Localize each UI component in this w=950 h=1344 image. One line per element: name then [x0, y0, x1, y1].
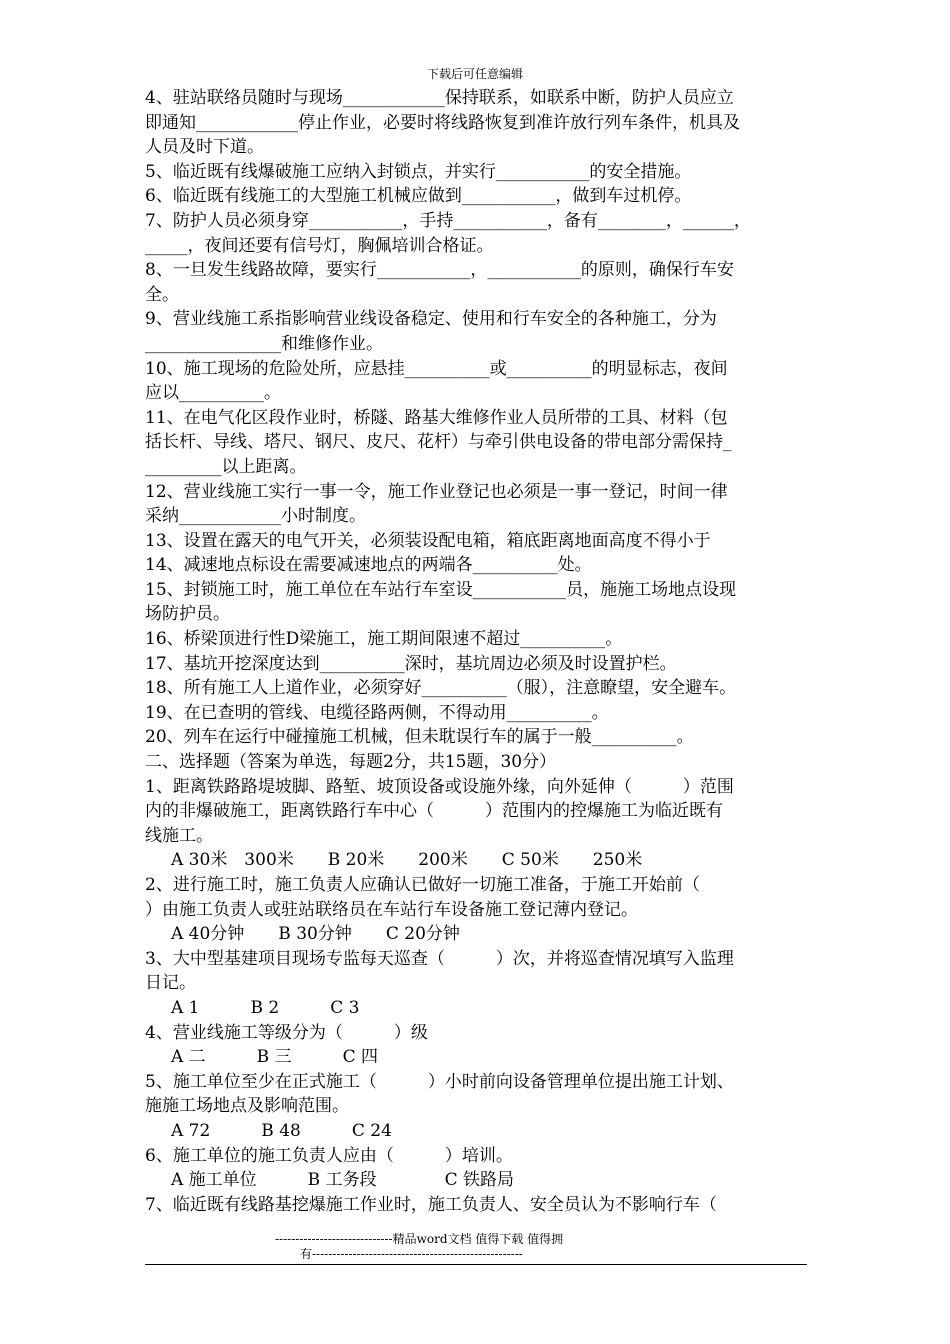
page-header: 下载后可任意编辑 — [426, 67, 523, 81]
footer-line: 有---------------------------------------------------- — [300, 1247, 523, 1261]
text-line: 20、列车在运行中碰撞施工机械，但未耽误行车的属于一般__________。 — [145, 727, 694, 748]
text-line: 4、营业线施工等级分为（ ）级 — [145, 1022, 428, 1043]
text-line: 9、营业线施工系指影响营业线设备稳定、使用和行车安全的各种施工，分为 — [145, 309, 717, 330]
text-line: 15、封锁施工时，施工单位在车站行车室设___________员，施施工场地点设现 — [145, 579, 737, 600]
text-line: 4、驻站联络员随时与现场____________保持联系，如联系中断，防护人员应立 — [145, 88, 734, 108]
text-line: 施施工场地点及影响范围。 — [145, 1096, 349, 1117]
text-line: 5、施工单位至少在正式施工（ ）小时前向设备管理单位提出施工计划、 — [145, 1071, 734, 1092]
footer-line: -----------------------------精品word文档 值得下载 值得拥 — [275, 1232, 564, 1246]
text-line: 14、减速地点标设在需要减速地点的两端各__________处。 — [145, 555, 592, 576]
text-line: 5、临近既有线爆破施工应纳入封锁点，并实行___________的安全措施。 — [145, 161, 692, 182]
text-line: 2、进行施工时，施工负责人应确认已做好一切施工准备，于施工开始前（ — [145, 875, 700, 895]
text-line: 应以__________。 — [145, 383, 281, 404]
text-line: _____，夜间还要有信号灯，胸佩培训合格证。 — [145, 235, 494, 256]
text-line: 1、距离铁路路堤坡脚、路堑、坡顶设备或设施外缘，向外延伸（ ）范围 — [145, 776, 734, 797]
answer-options: A 40分钟 B 30分钟 C 20分钟 — [171, 924, 460, 945]
text-line: 6、施工单位的施工负责人应由（ ）培训。 — [145, 1145, 513, 1166]
footer-divider — [145, 1264, 807, 1265]
text-line: 采纳____________小时制度。 — [145, 506, 366, 527]
text-line: 场防护员。 — [145, 604, 230, 625]
text-line: ________________和维修作业。 — [145, 333, 383, 354]
text-line: 内的非爆破施工，距离铁路行车中心（ ）范围内的控爆施工为临近既有 — [145, 801, 723, 822]
answer-options: A 30米 300米 B 20米 200米 C 50米 250米 — [171, 850, 643, 871]
text-line: 括长杆、导线、塔尺、钢尺、皮尺、花杆）与牵引供电设备的带电部分需保持_ — [145, 432, 732, 453]
text-line: 16、桥梁顶进行性D梁施工，施工期间限速不超过__________。 — [145, 629, 623, 650]
text-line: _________以上距离。 — [145, 456, 307, 477]
text-line: ）由施工负责人或驻站联络员在车站行车设备施工登记薄内登记。 — [145, 899, 638, 920]
page-footer — [145, 1232, 807, 1265]
text-line: 8、一旦发生线路故障，要实行___________，___________的原则，确保行车安 — [145, 260, 734, 281]
answer-options: A 二 B 三 C 四 — [171, 1047, 378, 1068]
answer-options: A 1 B 2 C 3 — [171, 997, 360, 1018]
text-line: 3、大中型基建项目现场专监每天巡查（ ）次，并将巡查情况填写入监理 — [145, 948, 734, 969]
text-line: 13、设置在露天的电气开关，必须装设配电箱，箱底距离地面高度不得小于 — [145, 530, 711, 551]
text-line: 12、营业线施工实行一事一令，施工作业登记也必须是一事一登记，时间一律 — [145, 481, 728, 502]
text-line: 17、基坑开挖深度达到__________深时，基坑周边必须及时设置护栏。 — [145, 653, 677, 674]
text-line: 即通知____________停止作业，必要时将线路恢复到准许放行列车条件，机具及 — [145, 112, 740, 133]
section-heading: 二、选择题（答案为单选，每题2分，共15题，30分） — [145, 752, 557, 773]
text-line: 7、防护人员必须身穿___________，手持___________，备有________，______， — [145, 210, 751, 231]
text-line: 11、在电气化区段作业时，桥隧、路基大维修作业人员所带的工具、材料（包 — [145, 407, 728, 428]
text-line: 19、在已查明的管线、电缆径路两侧，不得动用__________。 — [145, 702, 609, 723]
text-line: 线施工。 — [145, 825, 213, 846]
text-line: 7、临近既有线路基挖爆施工作业时，施工负责人、安全员认为不影响行车（ — [145, 1194, 717, 1215]
text-line: 6、临近既有线施工的大型施工机械应做到___________，做到车过机停。 — [145, 186, 692, 207]
answer-options: A 72 B 48 C 24 — [171, 1120, 392, 1141]
answer-options: A 施工单位 B 工务段 C 铁路局 — [171, 1170, 514, 1191]
text-line: 10、施工现场的危险处所，应悬挂__________或__________的明显标志，夜间 — [145, 358, 728, 379]
text-line: 人员及时下道。 — [145, 137, 264, 158]
text-line: 全。 — [145, 284, 179, 305]
document-body — [145, 86, 810, 1217]
text-line: 18、所有施工人上道作业，必须穿好__________（服），注意瞭望，安全避车。 — [145, 678, 737, 699]
text-line: 日记。 — [145, 973, 196, 994]
